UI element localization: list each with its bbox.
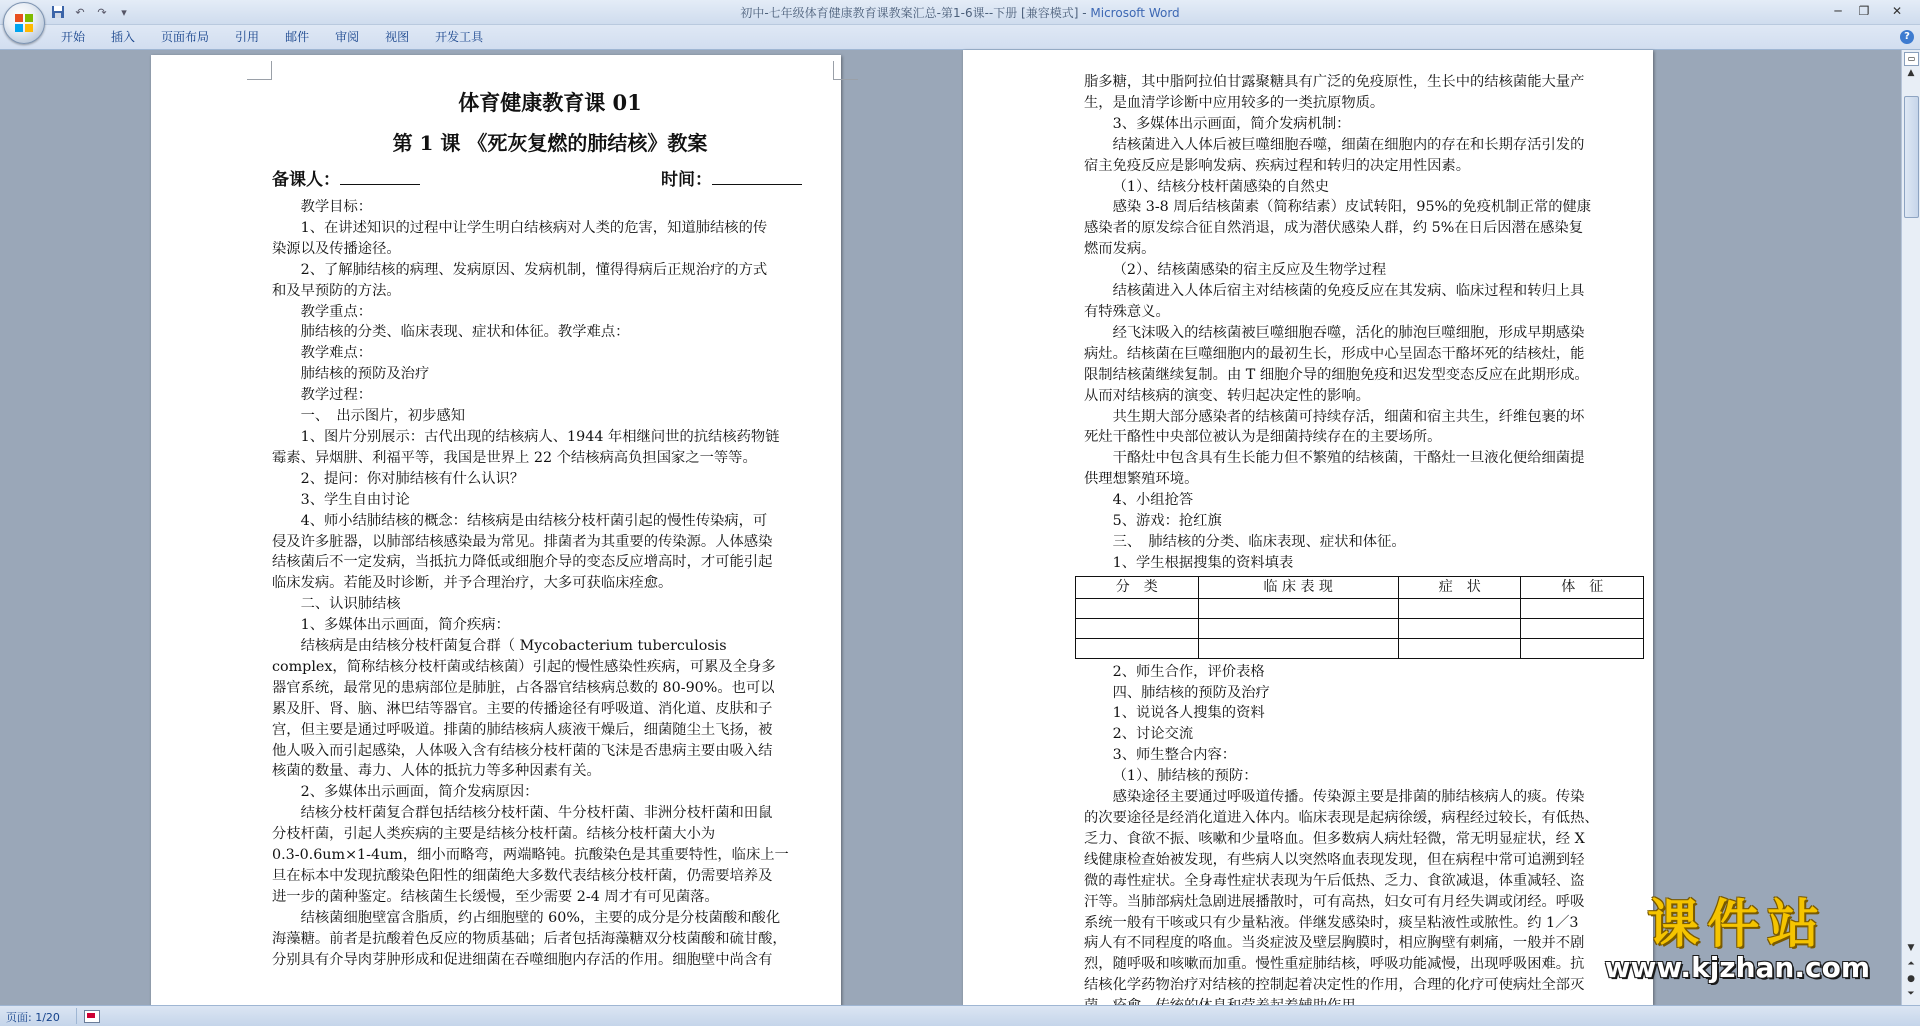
office-logo-icon — [14, 13, 34, 33]
help-icon[interactable]: ? — [1900, 30, 1914, 44]
table-cell[interactable] — [1398, 618, 1521, 638]
close-icon[interactable]: ✕ — [1891, 4, 1903, 18]
crop-mark — [247, 61, 272, 80]
table-cell[interactable] — [1521, 638, 1644, 658]
tab-page-layout[interactable]: 页面布局 — [161, 30, 210, 44]
paragraph-line: 结核菌进入人体后宿主对结核菌的免疫反应在其发病、临床过程和转归上具 — [1112, 283, 1585, 300]
paragraph-line: 生，是血清学诊断中应用较多的一类抗原物质。 — [1084, 94, 1385, 111]
minimize-icon[interactable]: ─ — [1834, 4, 1842, 18]
office-button[interactable] — [3, 2, 45, 44]
page-2-body-top — [1084, 72, 1640, 574]
paragraph-line: 的次要途径是经消化道进入体内。临床表现是起病徐缓，病程经过较长，有低热、 — [1084, 810, 1599, 826]
page-1-body — [272, 197, 828, 971]
crop-mark — [833, 61, 858, 80]
table-cell[interactable] — [1076, 618, 1199, 638]
table-cell[interactable] — [1198, 598, 1398, 618]
paragraph-line: 脂多糖，其中脂阿拉伯甘露聚糖具有广泛的免疫原性，生长中的结核菌能大量产 — [1084, 74, 1585, 90]
paragraph-line: 3、学生自由讨论 — [300, 491, 410, 508]
paragraph-line: 干酪灶中包含具有生长能力但不繁殖的结核菌，干酪灶一旦液化便给细菌提 — [1112, 450, 1585, 467]
proofing-icon[interactable] — [84, 1010, 100, 1023]
paragraph-line: 烈，随呼吸和咳嗽而加重。慢性重症肺结核，呼吸功能减慢，出现呼吸困难。抗 — [1084, 956, 1585, 973]
table-cell[interactable] — [1521, 598, 1644, 618]
document-name: 初中-七年级体育健康教育课教案汇总-第1-6课--下册 [兼容模式] — [740, 6, 1079, 20]
table-header: 体 征 — [1521, 576, 1644, 598]
paragraph-line: 汗等。当肺部病灶急剧进展播散时，可有高热，妇女可有月经失调或闭经。呼吸 — [1084, 893, 1585, 910]
paragraph-line: 从而对结核病的演变、转归起决定性的影响。 — [1084, 387, 1370, 404]
undo-icon[interactable]: ↶ — [75, 5, 85, 19]
document-area — [0, 50, 1900, 1005]
page-count[interactable]: 页面: 1/20 — [6, 1011, 60, 1024]
paragraph-line: 4、小组抢答 — [1112, 492, 1194, 509]
paragraph-line: 进一步的菌种鉴定。结核菌生长缓慢，至少需要 2-4 周才有可见菌落。 — [272, 888, 719, 905]
paragraph-line: 宿主免疫反应是影响发病、疾病过程和转归的决定用性因素。 — [1084, 157, 1471, 174]
paragraph-line: 核菌的数量、毒力、人体的抵抗力等多种因素有关。 — [272, 763, 601, 780]
preparer-row — [272, 163, 828, 197]
paragraph-line: 2、讨论交流 — [1112, 726, 1194, 743]
paragraph-line: complex，简称结核分枝杆菌或结核菌）引起的慢性感染性疾病，可累及全身多 — [272, 658, 776, 675]
paragraph-line: 结核菌后不一定发病，当抵抗力降低或细胞介导的变态反应增高时，才可能引起 — [272, 554, 773, 571]
paragraph-line: 病灶。结核菌在巨噬细胞内的最初生长，形成中心呈固态干酪坏死的结核灶，能 — [1084, 345, 1585, 362]
paragraph-line: 经飞沫吸入的结核菌被巨噬细胞吞噬，活化的肺泡巨噬细胞，形成早期感染 — [1112, 324, 1585, 341]
paragraph-line: （2）、结核菌感染的宿主反应及生物学过程 — [1112, 262, 1387, 279]
paragraph-line: 1、在讲述知识的过程中让学生明白结核病对人类的危害，知道肺结核的传 — [300, 219, 768, 236]
redo-icon[interactable]: ↷ — [97, 5, 107, 19]
paragraph-line: 感染 3-8 周后结核菌素（简称结素）皮试转阳，95%的免疫机制正常的健康 — [1112, 199, 1592, 216]
table-header-row — [1076, 576, 1644, 598]
paragraph-line: 宫，但主要是通过呼吸道。排菌的肺结核病人痰液干燥后，细菌随尘土飞扬，被 — [272, 721, 773, 738]
paragraph-line: 结核病是由结核分枝杆菌复合群（ Mycobacterium tuberculosis — [300, 638, 727, 655]
watermark-logo — [1605, 897, 1870, 983]
title-bar — [0, 0, 1920, 25]
paragraph-line: 3、师生整合内容： — [1112, 747, 1237, 764]
scroll-thumb[interactable] — [1904, 96, 1919, 218]
paragraph-line: 线健康检查始被发现，有些病人以突然咯血表现发现，但在病程中常可追溯到轻 — [1084, 851, 1585, 868]
paragraph-line: 四、肺结核的预防及治疗 — [1112, 684, 1270, 701]
paragraph-line: 0.3-0.6um×1-4um，细小而略弯，两端略钝。抗酸染色是其重要特性，临床上一 — [272, 847, 789, 864]
table-cell[interactable] — [1076, 638, 1199, 658]
paragraph-line: 2、了解肺结核的病理、发病原因、发病机制，懂得得病后正规治疗的方式 — [300, 261, 768, 278]
ribbon-tab-bar — [0, 25, 1920, 50]
table-header: 症 状 — [1398, 576, 1521, 598]
paragraph-line: 限制结核菌继续复制。由 T 细胞介导的细胞免疫和迟发型变态反应在此期形成。 — [1084, 366, 1589, 383]
paragraph-line: 有特殊意义。 — [1084, 303, 1170, 320]
page-1 — [151, 55, 841, 1010]
app-name: Microsoft Word — [1090, 6, 1180, 20]
paragraph-line: 结核分枝杆菌复合群包括结核分枝杆菌、牛分枝杆菌、非洲分枝杆菌和田鼠 — [300, 805, 773, 822]
paragraph-line: （1）、结核分枝杆菌感染的自然史 — [1112, 178, 1329, 195]
paragraph-line: 他人吸入而引起感染，人体吸入含有结核分枝杆菌的飞沫是否患病主要由吸入结 — [272, 742, 773, 759]
tab-insert[interactable]: 插入 — [111, 30, 136, 44]
paragraph-line: 累及肝、肾、脑、淋巴结等器官。主要的传播途径有呼吸道、消化道、皮肤和子 — [272, 700, 773, 717]
paragraph-line: 感染途径主要通过呼吸道传播。传染源主要是排菌的肺结核病人的痰。传染 — [1112, 789, 1585, 806]
paragraph-line: 分别具有介导肉芽肿形成和促进细菌在吞噬细胞内存活的作用。细胞壁中尚含有 — [272, 951, 773, 968]
scroll-up-icon[interactable]: ▲ — [1907, 68, 1915, 78]
window-title — [0, 4, 1920, 21]
table-header: 分 类 — [1076, 576, 1199, 598]
paragraph-line: 5、游戏：抢红旗 — [1112, 513, 1222, 530]
paragraph-line: 1、学生根据搜集的资料填表 — [1112, 554, 1294, 571]
browse-object-icon[interactable]: ● — [1907, 974, 1915, 984]
paragraph-line: 教学过程： — [300, 387, 373, 404]
time-label: 时间： — [661, 170, 712, 190]
tab-references[interactable]: 引用 — [235, 30, 260, 44]
watermark-url: www.kjzhan.com — [1604, 951, 1870, 984]
window-controls — [1826, 2, 1916, 20]
preparer-blank — [340, 170, 420, 185]
paragraph-line: 教学难点： — [300, 345, 373, 362]
table-cell[interactable] — [1198, 638, 1398, 658]
table-cell[interactable] — [1076, 598, 1199, 618]
tab-review[interactable]: 审阅 — [335, 30, 360, 44]
paragraph-line: 供理想繁殖环境。 — [1084, 471, 1199, 488]
paragraph-line: 染源以及传播途径。 — [272, 240, 401, 257]
page-2 — [963, 50, 1653, 1005]
tab-home[interactable]: 开始 — [61, 30, 86, 44]
paragraph-line: 教学目标： — [300, 199, 373, 215]
tab-mailings[interactable]: 邮件 — [285, 30, 310, 44]
symptom-table[interactable] — [1075, 576, 1644, 659]
paragraph-line: 侵及许多脏器，以肺部结核感染最为常见。排菌者为其重要的传染源。人体感染 — [272, 533, 773, 550]
paragraph-line: 海藻糖。前者是抗酸着色反应的物质基础；后者包括海藻糖双分枝菌酸和硫甘酸， — [272, 930, 787, 947]
vertical-scrollbar[interactable] — [1901, 50, 1920, 1005]
paragraph-line: 一、 出示图片，初步感知 — [300, 408, 466, 425]
tab-view[interactable]: 视图 — [385, 30, 410, 44]
paragraph-line: 2、师生合作，评价表格 — [1112, 663, 1265, 680]
paragraph-line: 病人有不同程度的咯血。当炎症波及壁层胸膜时，相应胸壁有刺痛，一般并不剧 — [1084, 935, 1585, 952]
paragraph-line: 3、多媒体出示画面，简介发病机制： — [1112, 115, 1351, 132]
title-separator: - — [1078, 6, 1091, 20]
paragraph-line: 三、 肺结核的分类、临床表现、症状和体征。 — [1112, 533, 1406, 550]
table-row — [1076, 598, 1644, 618]
restore-icon[interactable]: ❐ — [1858, 4, 1870, 18]
watermark-main: 课件站 — [1647, 895, 1828, 955]
paragraph-line: 感染者的原发综合征自然消退，成为潜伏感染人群，约 5%在日后因潜在感染复 — [1084, 220, 1584, 237]
paragraph-line: 肺结核的分类、临床表现、症状和体征。教学难点： — [300, 324, 630, 341]
paragraph-line: 2、提问：你对肺结核有什么认识？ — [300, 470, 525, 487]
lesson-title: 第 1 课 《死灰复燃的肺结核》教案 — [392, 131, 708, 155]
status-divider — [76, 1008, 77, 1024]
table-header: 临 床 表 现 — [1198, 576, 1398, 598]
status-bar — [0, 1005, 1920, 1026]
paragraph-line: 1、说说各人搜集的资料 — [1112, 705, 1265, 722]
paragraph-line: 1、图片分别展示：古代出现的结核病人、1944 年相继问世的抗结核药物链 — [300, 428, 780, 445]
scroll-down-icon[interactable]: ▼ — [1907, 943, 1915, 953]
table-cell[interactable] — [1398, 598, 1521, 618]
paragraph-line: 共生期大部分感染者的结核菌可持续存活，细菌和宿主共生，纤维包裹的坏 — [1112, 408, 1585, 425]
table-cell[interactable] — [1521, 618, 1644, 638]
paragraph-line: 二、认识肺结核 — [300, 596, 401, 613]
paragraph-line: 结核菌细胞壁富含脂质，约占细胞壁的 60%，主要的成分是分枝菌酸和酸化 — [300, 909, 781, 926]
paragraph-line: 肺结核的预防及治疗 — [300, 366, 430, 383]
document-title: 体育健康教育课 01 — [458, 90, 642, 115]
paragraph-line: 死灶干酪性中央部位被认为是细菌持续存在的主要场所。 — [1084, 429, 1442, 446]
paragraph-line: 和及早预防的方法。 — [272, 282, 401, 299]
paragraph-line: 霉素、异烟肼、利福平等，我国是世界上 22 个结核病高负担国家之一等等。 — [272, 449, 757, 466]
paragraph-line: 系统一般有干咳或只有少量粘液。伴继发感染时，痰呈粘液性或脓性。约 1／3 — [1084, 914, 1579, 931]
paragraph-line: 临床发病。若能及时诊断，并予合理治疗，大多可获临床痊愈。 — [272, 575, 673, 592]
paragraph-line: 微的毒性症状。全身毒性症状表现为午后低热、乏力、食欲减退，体重减轻、盗 — [1084, 872, 1585, 889]
table-row — [1076, 618, 1644, 638]
paragraph-line: 4、师小结肺结核的概念：结核病是由结核分枝杆菌引起的慢性传染病，可 — [300, 512, 768, 529]
paragraph-line: 2、多媒体出示画面，简介发病原因： — [300, 784, 539, 801]
time-blank — [712, 170, 802, 185]
tab-developer[interactable]: 开发工具 — [435, 30, 484, 44]
paragraph-line: 教学重点： — [300, 303, 373, 320]
table-row — [1076, 638, 1644, 658]
previous-page-icon[interactable]: ⏶ — [1907, 959, 1915, 969]
page-1-text[interactable] — [272, 83, 828, 971]
paragraph-line: 结核化学药物治疗对结核的控制起着决定性的作用，合理的化疗可使病灶全部灭 — [1084, 977, 1585, 994]
ruler-toggle-icon[interactable]: ▭ — [1904, 52, 1919, 66]
customize-icon[interactable]: ▾ — [121, 5, 127, 19]
paragraph-line: 器官系统，最常见的患病部位是肺脏，占各器官结核病总数的 80-90%。也可以 — [272, 679, 775, 696]
next-page-icon[interactable]: ⏷ — [1907, 989, 1915, 999]
page-2-body-bottom — [1084, 662, 1640, 1017]
preparer-label: 备课人： — [272, 170, 340, 190]
paragraph-line: （1）、肺结核的预防： — [1112, 768, 1258, 785]
paragraph-line: 结核菌进入人体后被巨噬细胞吞噬，细菌在细胞内的存在和长期存活引发的 — [1112, 136, 1585, 153]
paragraph-line: 乏力、食欲不振、咳嗽和少量咯血。但多数病人病灶轻微，常无明显症状，经 X — [1084, 830, 1585, 847]
page-2-text[interactable] — [1084, 72, 1640, 1017]
table-cell[interactable] — [1198, 618, 1398, 638]
table-cell[interactable] — [1398, 638, 1521, 658]
paragraph-line: 1、多媒体出示画面，简介疾病： — [300, 617, 510, 634]
paragraph-line: 旦在标本中发现抗酸染色阳性的细菌绝大多数代表结核分枝杆菌，仍需要培养及 — [272, 868, 773, 884]
paragraph-line: 燃而发病。 — [1084, 241, 1156, 258]
paragraph-line: 分枝杆菌，引起人类疾病的主要是结核分枝杆菌。结核分枝杆菌大小为 — [272, 826, 716, 843]
